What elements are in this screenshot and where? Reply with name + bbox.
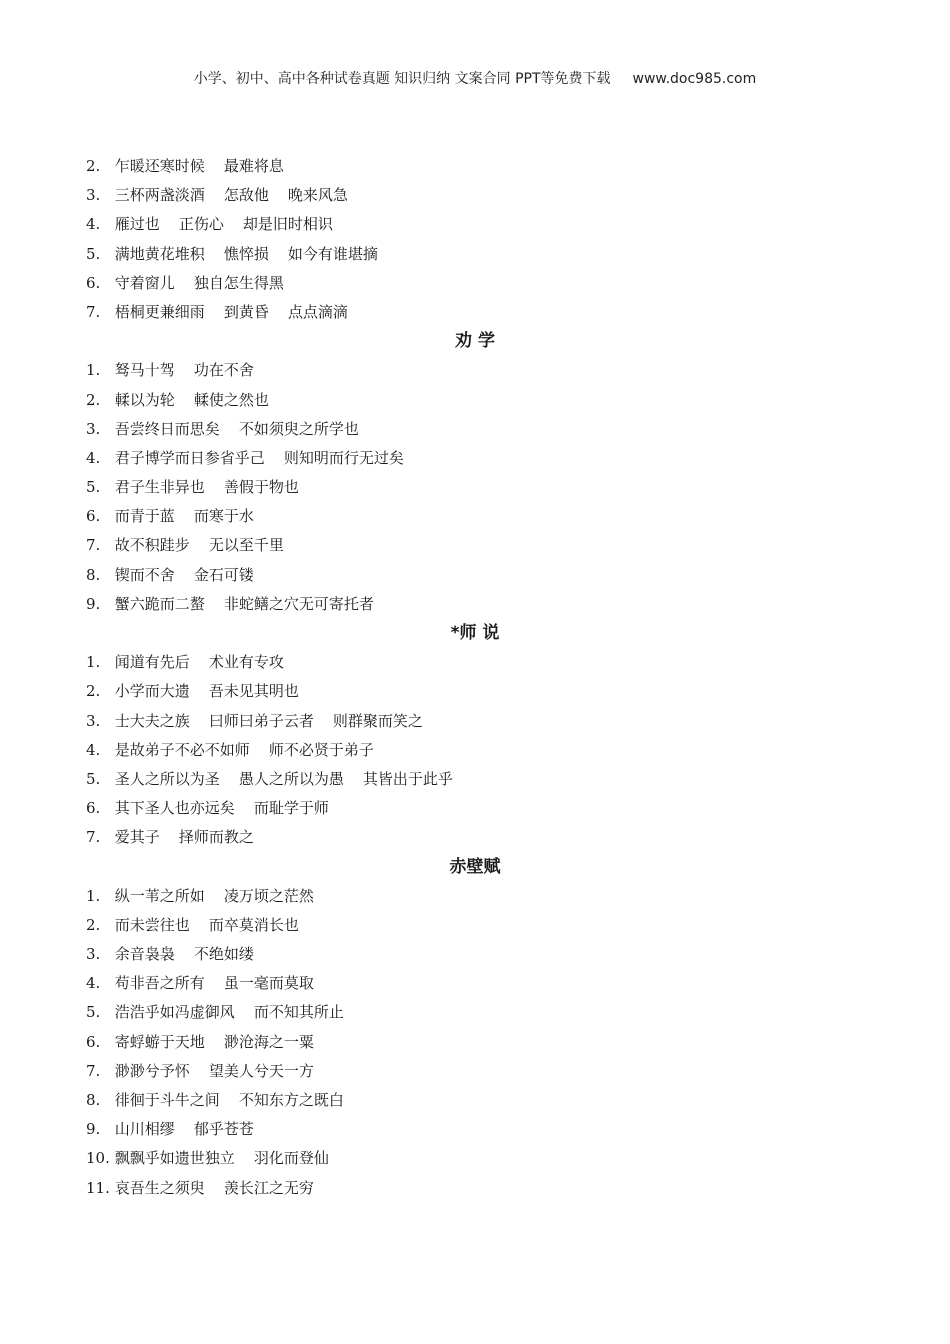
line-number: 6. [86,273,101,292]
line-text: 纵一苇之所如 凌万顷之茫然 [114,886,314,905]
line-number: 9. [86,1120,101,1139]
line-text: 哀吾生之须臾 羡长江之无穷 [114,1178,314,1197]
verse-line [86,1115,886,1144]
line-text: 而青于蓝 而寒于水 [114,507,254,526]
line-number: 1. [86,886,101,905]
line-text: 梧桐更兼细雨 到黄昏 点点滴滴 [114,302,348,321]
verse-line [86,648,886,677]
line-text: 輮以为轮 輮使之然也 [114,390,269,409]
line-number: 6. [86,1032,101,1051]
line-number: 5. [86,769,101,788]
line-text: 浩浩乎如冯虚御风 而不知其所止 [114,1003,344,1022]
header-url[interactable]: www.doc985.com [632,71,757,87]
section-title: *师 说 [450,623,500,643]
line-number: 5. [86,478,101,497]
line-text: 山川相缪 郁乎苍苍 [114,1120,254,1139]
line-text: 小学而大遗 吾未见其明也 [114,682,299,701]
verse-line [86,882,886,911]
verse-line [86,911,886,940]
verse-line [86,502,886,531]
verse-line [86,386,886,415]
line-text: 满地黄花堆积 憔悴损 如今有谁堪摘 [114,244,378,263]
line-number: 2. [86,390,101,409]
line-text: 蟹六跪而二螯 非蛇鳝之穴无可寄托者 [114,594,374,613]
verse-line [86,1086,886,1115]
line-number: 6. [86,507,101,526]
verse-line [86,298,886,327]
line-text: 士大夫之族 曰师曰弟子云者 则群聚而笑之 [114,711,423,730]
line-number: 1. [86,361,101,380]
line-number: 11. [86,1178,110,1197]
line-number: 3. [86,945,101,964]
line-text: 徘徊于斗牛之间 不知东方之既白 [114,1091,344,1109]
line-number: 6. [86,799,101,818]
verse-line [86,1144,886,1173]
verse-line [86,823,886,852]
verse-line [86,736,886,765]
verse-line [86,531,886,560]
verse-line [86,707,886,736]
verse-line [86,794,886,823]
line-text: 其下圣人也亦远矣 而耻学于师 [114,799,329,818]
line-text: 乍暖还寒时候 最难将息 [114,157,284,175]
verse-line [86,415,886,444]
header-text: 小学、初中、高中各种试卷真题 知识归纳 文案合同 PPT等免费下载 [193,71,611,87]
line-number: 9. [86,594,101,613]
document-body [86,152,886,1203]
line-number: 7. [86,302,101,321]
line-text: 吾尝终日而思矣 不如须臾之所学也 [114,419,359,438]
verse-line [86,356,886,385]
verse-line [86,677,886,706]
page-header [0,68,950,88]
line-number: 7. [86,828,101,847]
line-text: 守着窗儿 独自怎生得黑 [114,273,284,292]
verse-line [86,210,886,239]
verse-line [86,152,886,181]
line-text: 驽马十驾 功在不舍 [114,361,254,380]
line-text: 圣人之所以为圣 愚人之所以为愚 其皆出于此乎 [114,769,453,788]
line-text: 而未尝往也 而卒莫消长也 [114,915,299,934]
verse-line [86,1057,886,1086]
line-number: 3. [86,419,101,438]
line-number: 7. [86,536,101,555]
line-number: 3. [86,186,101,205]
section-title: 赤壁赋 [449,856,501,877]
line-number: 2. [86,915,101,934]
line-number: 2. [86,682,101,701]
line-number: 4. [86,448,101,467]
line-text: 君子博学而日参省乎己 则知明而行无过矣 [114,448,404,467]
line-text: 君子生非异也 善假于物也 [114,478,299,497]
verse-line [86,473,886,502]
line-text: 故不积跬步 无以至千里 [114,536,284,555]
line-text: 三杯两盏淡酒 怎敌他 晚来风急 [114,186,348,205]
section-title: 劝 学 [455,331,495,352]
line-number: 4. [86,974,101,993]
line-number: 8. [86,1091,101,1109]
verse-line [86,765,886,794]
verse-line [86,940,886,969]
verse-line [86,969,886,998]
line-number: 3. [86,711,101,730]
line-number: 7. [86,1061,101,1080]
line-number: 4. [86,740,101,759]
verse-line [86,1174,886,1203]
verse-line [86,269,886,298]
line-text: 余音袅袅 不绝如缕 [114,945,254,964]
verse-line [86,590,886,619]
line-text: 寄蜉蝣于天地 渺沧海之一粟 [114,1032,314,1051]
line-number: 8. [86,565,101,584]
line-text: 渺渺兮予怀 望美人兮天一方 [114,1061,314,1080]
line-text: 闻道有先后 术业有专攻 [114,653,284,672]
verse-line [86,240,886,269]
line-text: 锲而不舍 金石可镂 [114,565,254,584]
verse-line [86,444,886,473]
line-text: 爱其子 择师而教之 [114,828,254,847]
line-number: 1. [86,653,101,672]
line-text: 飘飘乎如遗世独立 羽化而登仙 [114,1149,329,1168]
verse-line [86,998,886,1027]
line-number: 5. [86,244,101,263]
line-number: 2. [86,157,101,175]
line-number: 10. [86,1149,110,1168]
line-number: 4. [86,215,101,234]
verse-line [86,561,886,590]
verse-line [86,1028,886,1057]
line-text: 是故弟子不必不如师 师不必贤于弟子 [114,740,374,759]
line-number: 5. [86,1003,101,1022]
line-text: 雁过也 正伤心 却是旧时相识 [114,215,333,234]
verse-line [86,181,886,210]
line-text: 苟非吾之所有 虽一毫而莫取 [114,974,314,993]
